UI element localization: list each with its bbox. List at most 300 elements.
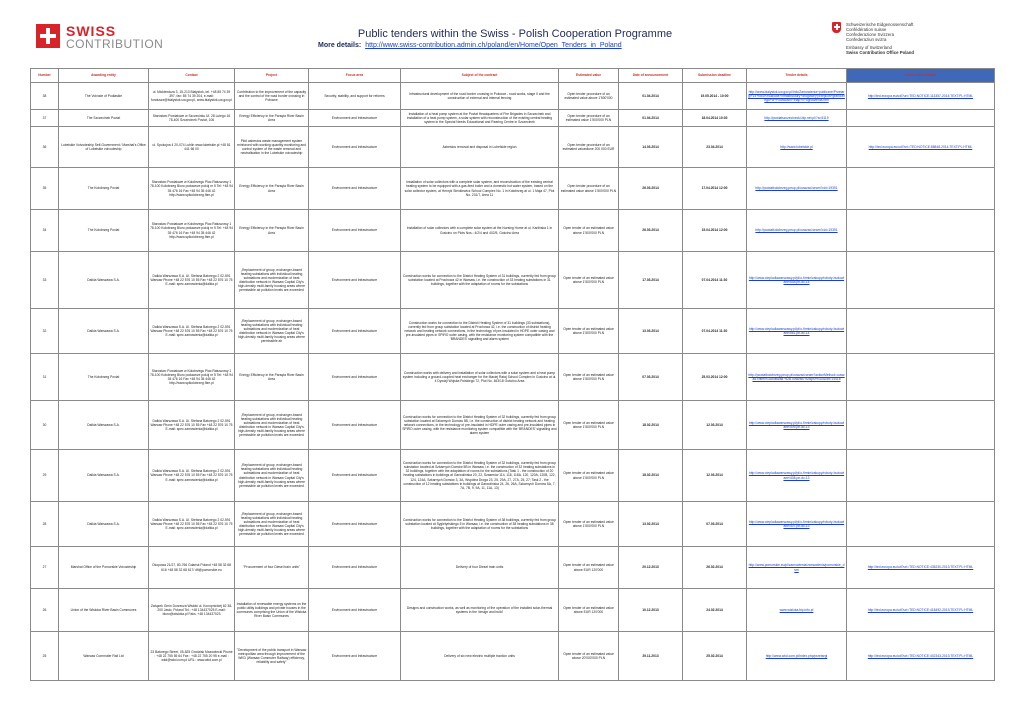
announcement-date-cell [619,502,683,547]
contract-subject: Infrastructural development of the road border crossing in Połowce - road works, stage II and the construction of external and internal fencing [409,91,550,100]
awarding-entity-cell [59,168,149,210]
submission-deadline: 07.03.2014 [706,521,723,526]
submission-deadline: 07.04.2014 11:30 [701,277,728,282]
contact-info-cell [149,502,235,547]
submission-deadline-cell [683,127,747,168]
estimated-value-cell [559,401,619,450]
contract-subject: Designs and construction works, as well as monitoring of the operation of the installed solar-thermal systems in the 'design and build' [406,605,553,614]
announcement-date: 17.03.2014 [642,277,659,282]
awarding-entity-cell [59,83,149,110]
col-entity-header: Awarding entity [59,69,149,83]
project-name-cell [235,127,309,168]
tender-number-cell [31,450,59,502]
announcement-date-cell [619,210,683,252]
contact-info-cell [149,589,235,632]
awarding-entity: The Szczecinek Poviat [86,115,121,120]
project-name: „Replacement of group, exchanger-based heating substations with individual heating substations and modernization of heat distribution network in Warsaw Capital City's high-density multi-family housing areas where permissible air pollution levels are exceeded [238,511,305,537]
contract-subject-cell [401,401,559,450]
tender-details-link-cell [747,127,847,168]
submission-deadline: 26.02.2014 [706,565,723,570]
tender-number: 26 [42,607,47,612]
announcement-date-cell [619,354,683,401]
contract-subject-cell [401,589,559,632]
tender-details-link[interactable]: http://www.cieplodlawarszawy.pl/pl/o-firmie/zakupy/roboty-budowlane/408-pn-dc-13 [748,471,845,480]
project-name-cell [235,502,309,547]
office-line: Swiss Contribution Office Poland [846,50,915,56]
announcement-date: 13.03.2014 [642,328,659,333]
focus-area: Environment and Infrastructure [331,328,378,333]
awarding-entity: Dalkia Warszawa S.A. [87,328,120,333]
confederation-line-it: Confederazione Svizzera [846,32,895,38]
focus-area-cell [309,547,401,589]
announcement-date-cell [619,309,683,354]
project-name: „Replacement of group, exchanger-based heating substations with individual heating substations and modernization of heat distribution network in Warsaw Capital City's high-density multi-family housing areas where permissible air [238,318,305,344]
tender-number-cell [31,401,59,450]
awarding-entity-cell [59,127,149,168]
focus-area-cell [309,450,401,502]
ted-link-cell [847,168,995,210]
contract-subject-cell [401,210,559,252]
submission-deadline-cell [683,401,747,450]
col-number-header: Number [31,69,59,83]
tender-details-link[interactable]: http://powiatkolobrzeg.peup.pl/ouwzad.seam?cid=19391 [755,186,838,191]
announcement-date-cell [619,547,683,589]
contact-info-cell [149,210,235,252]
tender-details-link-cell [747,252,847,309]
awarding-entity: Dalkia Warszawa S.A. [87,277,120,282]
estimated-value-cell [559,547,619,589]
ted-link[interactable]: http://ted.europa.eu/udl?uri=TED:NOTICE:402343-2013:TEXT:PL:HTML [867,653,974,658]
announcement-date: 14.03.2014 [642,144,659,149]
tender-details-link-cell [747,168,847,210]
estimated-value: Open tender of an estimated value above 1'500'000 PLN [563,471,614,480]
embassy-line: Embassy of Switzerland [846,45,892,51]
contract-subject: Construction works for connection to the District Heating System of 32 buildings, currently fed from group substation located at Szkarnych Domów 5B, i.e. the construction of district heating network and heating network connections, in the technology of pre-insulated in HDPE outer casing and pre-insulated pipes in SPIRO outer casing, with the resistance monitoring system compatible with the 'BRANDES' signalling and alarm system [402,414,557,436]
page-header [0,0,1024,66]
submission-deadline: 18.04.2014 10:30 [701,115,728,120]
submission-deadline-cell [683,309,747,354]
contact-info: Dalkia Warszawa S.A. Ul. Stefana Batorego 2 02-591 Warsaw Phone +48 22 576 10 55 Fax +48 22 576 10 75 E-mail: spec.zamowienia@dalkia.pl [150,324,233,338]
submission-deadline: 17.04.2014 12:00 [701,186,728,191]
col-subject-header: Subject of the contract [401,69,559,83]
contact-info: Dalkia Warszawa S.A. Ul. Stefana Batorego 2 02-591 Warsaw Phone +48 22 576 10 55 Fax +48 22 576 10 75 E-mail: spec.zamowienia@dalkia.pl [150,469,233,482]
focus-area-cell [309,502,401,547]
announcement-date-cell [619,632,683,681]
submission-deadline: 23.04.2014 [706,144,723,149]
contract-subject: Delivery of six new electric multiple traction units [444,653,515,658]
table-row [31,210,995,252]
tender-number: 27 [42,565,47,570]
table-row [31,83,995,110]
table-row [31,252,995,309]
estimated-value-cell [559,127,619,168]
estimated-value-cell [559,83,619,110]
project-name-cell [235,589,309,632]
estimated-value: Open tender procedure of an estimated value above 1'500'000 PLN [560,184,617,193]
ted-link-cell [847,401,995,450]
swiss-coat-of-arms-icon [832,22,841,33]
tender-number-cell [31,589,59,632]
contact-info-cell [149,83,235,110]
tender-details-link[interactable]: http://powiatkolobrzeg.peup.pl/ouwzad.seam?actionMethod=ouwzad.xhtml%3Aouwzad.%2B.ouwzad.%2Bprz%3D&cid=14418 [748,372,845,381]
ted-link[interactable]: http://ted.europa.eu/udl?uri=TED:NOTICE:418492-2013:TEXT:PL:HTML [867,607,974,612]
estimated-value-cell [559,168,619,210]
ted-link-cell [847,309,995,354]
tender-details-link[interactable]: http://powiatszczecinecki.bip.net.pl/?a=5119 [764,115,829,120]
awarding-entity-cell [59,210,149,252]
awarding-entity: The Kołobrzeg Poviat [87,186,120,191]
project-name-cell [235,354,309,401]
announcement-date-cell [619,589,683,632]
focus-area: Environment and Infrastructure [331,144,378,149]
contract-subject: Delivery of four Diesel train units [455,565,504,570]
estimated-value: Open tender procedure of an estimated value above 1'500'000 [564,91,613,100]
estimated-value: Open tender procedure of an estimated value 1'500'000 PLN [565,113,612,122]
contract-subject-cell [401,309,559,354]
project-name-cell [235,632,309,681]
tender-number-cell [31,354,59,401]
awarding-entity: Union of the Wisłoka River Basin Communes [70,607,137,612]
table-row [31,168,995,210]
contract-subject: Construction works with delivery and installation of solar collectors with a solar system and a heat pump system including a ground-coupled heat exchanger for the Maciej Rataj School Complex in Gościno at ul. 4 Dywizji Wojska Polskiego 72, Plot No. 463/18 Gościno Area [402,370,557,384]
tender-number: 30 [42,422,47,427]
announcement-date: 18.02.2014 [642,422,659,427]
tender-number: 38 [42,93,47,98]
logo-word-swiss: SWISS [66,23,117,39]
contact-info: Starostwo Powiatowe w Kołobrzegu Plac Ratuszowy 1 78-100 Kołobrzeg Biuro podawcze pokój nr 5 Tel: +48 94 35 476 16 Fax +48 94 35 446 42 http://www.splkolobrzeg.fbm.pl [150,222,233,239]
tender-number: 33 [42,277,47,282]
focus-area: Environment and Infrastructure [331,521,378,526]
submission-deadline: 12.03.2014 [706,422,723,427]
ted-link-cell [847,632,995,681]
announcement-date-cell [619,450,683,502]
focus-area: Environment and Infrastructure [331,115,378,120]
tender-number-cell [31,110,59,127]
awarding-entity: Dalkia Warszawa S.A. [87,473,120,478]
table-header-row [31,69,995,83]
focus-area: Environment and Infrastructure [331,422,378,427]
submission-deadline: 19.05.2014 - 10:00 [700,93,729,98]
project-name-cell [235,83,309,110]
contact-info: Starostwo Powiatowe w Kołobrzegu Plac Ratuszowy 1 78-100 Kołobrzeg Biuro podawcze pokój nr 5 Tel: +48 94 35 476 16 Fax +48 94 35 446 42 http://www.splkolobrzeg.fbm.pl [150,180,233,197]
announcement-date: 07.03.2014 [642,374,659,379]
ted-link-cell [847,354,995,401]
tender-number-cell [31,252,59,309]
tender-details-link-cell [747,502,847,547]
awarding-entity: The Voivode of Podlaskie [84,93,123,98]
submission-deadline: 07.04.2014 11:30 [701,328,728,333]
table-row [31,589,995,632]
awarding-entity-cell [59,309,149,354]
tender-details-link[interactable]: www.wisloka.bip.info.pl [779,607,814,612]
contact-info-cell [149,401,235,450]
contact-info-cell [149,168,235,210]
announcement-date-cell [619,168,683,210]
focus-area-cell [309,110,401,127]
tender-number-cell [31,127,59,168]
contract-subject: Construction works for connection to the District Heating System of 31 buildings, currently fed from group substation located at Prochowa 42 in Warsaw, i.e. the construction of 33 heating substations in 31 buildings, together with the adaptation of rooms for the substations [402,273,556,287]
tender-details-link[interactable]: http://www.lubelskie.pl [780,144,813,149]
contract-subject: Installation of a heat pump system at the Poviat Headquarters of Fire Brigades in Szczecinek and installation of a heat pump system, a solar system with reconstruction of the existing central heating system in the Special Needs Educational and Rearing Centre in Szczecinek [406,111,553,125]
focus-area-cell [309,127,401,168]
tender-number-cell [31,83,59,110]
announcement-date: 29.11.2013 [642,653,659,658]
ted-link-cell [847,210,995,252]
contract-subject: Construction works for connection to the District Heating System of 32 buildings, currently fed from group substation located at Szkarnych Domów 5B in Warsaw, i.e. the construction of 32 heating substations in 32 buildings, together with the adaptation of rooms for the substations (Task 1 - the construction of 20 heating substations in buildings at Garwolińska 20, 22, Szaserów 114, 118, 118A, 120, 120A, 120B, 122, 124, 124A, Szkarnych Domów 3, 3A, Wspólna Droga 23, 25, 29A, 27, 27A, 25, 27; Task 2 - the construction of 12 heating substations in buildings at Garwolińska 24, 26, 26A, Szkarnych Domów 5A, 7, 7A, 7B, 9, 9A, 11, 11A, 13) [402,461,556,490]
estimated-value-cell [559,502,619,547]
more-details-line [318,42,622,49]
announcement-date-cell [619,83,683,110]
awarding-entity-cell [59,252,149,309]
col-project-header: Project [235,69,309,83]
table-row [31,502,995,547]
announcement-date-cell [619,252,683,309]
awarding-entity: The Kołobrzeg Poviat [87,228,120,233]
estimated-value: Open tender of an estimated value above 1'500'000 PLN [563,519,614,528]
focus-area-cell [309,309,401,354]
contact-info: Okopowa 21/27, 80-766 Gdańsk Poland +48 58 32 68 616 +48 58 32 68 617/ dfl@pomorskie.eu [152,563,231,572]
estimated-value-cell [559,110,619,127]
announcement-date-cell [619,110,683,127]
awarding-entity-cell [59,632,149,681]
focus-area-cell [309,354,401,401]
estimated-value: Open tender procedure of an estimated valuediune 200 000 EUR [562,142,615,151]
confederation-line-fr: Confédération suisse [846,27,887,33]
estimated-value-cell [559,632,619,681]
contract-subject-cell [401,632,559,681]
ted-link-cell [847,450,995,502]
contact-info-cell [149,127,235,168]
tender-number: 36 [42,144,47,149]
project-name-cell [235,450,309,502]
tender-details-link-cell [747,401,847,450]
estimated-value-cell [559,210,619,252]
contact-info-cell [149,632,235,681]
table-row [31,632,995,681]
contact-info: Związek Gmin Dorzecza Wisłoki ul. Konopnickiej 62 38-200 Jasło, Poland Tel.: +48 134437025 E-mail: biuro@wisloka.pl Faks. +48 134437023 [150,603,233,617]
announcement-date-cell [619,127,683,168]
submission-deadline: 25.02.2014 [706,653,723,658]
col-value-header: Estimated value [559,69,619,83]
estimated-value-cell [559,354,619,401]
submission-deadline: 25.03.2014 12:00 [701,374,728,379]
tender-details-link[interactable]: http://www.cieplodlawarszawy.pl/pl/o-firmie/zakupy/roboty-budowlane/407-pn-dc-13 [748,519,845,528]
announcement-date: 13.02.2014 [642,521,659,526]
submission-deadline-cell [683,168,747,210]
estimated-value: Open tender of an estimated value above 20'000'000 PLN [563,651,614,660]
focus-area-cell [309,83,401,110]
announcement-date: 20.12.2013 [642,565,659,570]
estimated-value-cell [559,450,619,502]
tender-number-cell [31,502,59,547]
project-name: Pilot asbestos waste management system reinforced with working quantity monitoring and control system of the waste removal and neutralisation in the Lubelskie voivodeship [237,138,306,156]
announcement-date: 18.02.2014 [642,473,659,478]
logo-word-contribution: CONTRIBUTION [66,37,164,51]
contact-info: Starostwo Powiatowe w Kołobrzegu Plac Ratuszowy 1 78-100 Kołobrzeg Biuro podawcze pokój nr 5 Tel: +48 94 35 476 16 Fax +48 94 35 446 42 http://www.splkolobrzeg.fbm.pl [150,368,233,386]
tender-details-link-cell [747,83,847,110]
tender-number: 28 [42,521,47,526]
estimated-value-cell [559,589,619,632]
project-name: Installation of renewable energy systems on the public utility buildings and private houses in the communes comprising the Union of the Wisłoka River Basin Communes [236,601,307,619]
tender-details-link-cell [747,589,847,632]
estimated-value: Open tender of an estimated value above 1'500'000 PLN [563,372,614,381]
ted-link[interactable]: http://ted.europa.eu/udl?uri=TED:NOTICE:88848-2014:TEXT:PL:HTML [868,144,973,149]
project-name: „Replacement of group, exchanger-based heating substations with individual heating substations and modernization of heat distribution network in Warsaw Capital City's high-density multi-family housing areas where permissible air pollution levels are exceeded [238,267,305,293]
tender-details-link-cell [747,450,847,502]
submission-deadline: 15.04.2014 12:00 [701,228,728,233]
awarding-entity: Dalkia Warszawa S.A. [87,521,120,526]
contract-subject-cell [401,252,559,309]
focus-area-cell [309,168,401,210]
awarding-entity: Lubelskie Voivodeship Self-Government / Marshal's Office of Lubelskie voivodeship [61,142,146,151]
project-name: „Replacement of group, exchanger-based heating substations with individual heating substations and modernization of heat distribution network in Warsaw Capital City's high-density multi-family housing areas where permissible air pollution levels are exceeded [238,463,305,488]
contract-subject-cell [401,502,559,547]
ted-link[interactable]: http://ted.europa.eu/udl?uri=TED:NOTICE:435230-2013:TEXT:PL:HTML [867,565,974,570]
ted-link-cell [847,502,995,547]
table-row [31,110,995,127]
page-title: Public tenders within the Swiss - Polish Cooperation Programme [357,28,673,40]
col-contact-header: Contact [149,69,235,83]
announcement-date-cell [619,401,683,450]
contract-subject-cell [401,450,559,502]
col-tender-header: Tender details [747,69,847,83]
estimated-value: Open tender of an estimated value above EUR 120'000 [563,563,614,572]
project-name: "Procurement of four Diesel train units" [243,565,300,570]
awarding-entity: The Kołobrzeg Poviat [87,374,120,379]
awarding-entity: Dalkia Warszawa S.A. [87,422,120,427]
contract-subject-cell [401,127,559,168]
tender-details-link-cell [747,309,847,354]
project-name-cell [235,110,309,127]
contact-info-cell [149,547,235,589]
ted-link-cell [847,83,995,110]
ted-link-cell [847,110,995,127]
table-row [31,309,995,354]
swiss-contribution-logo [36,24,196,50]
tender-details-link[interactable]: http://www.cieplodlawarszawy.pl/pl/o-firmie/zakupy/roboty-budowlane/409-pn-dc-13 [748,420,845,429]
ted-link[interactable]: http://ted.europa.eu/udl?uri=TED:NOTICE:113357-2014:TEXT:PL:HTML [867,93,974,98]
project-name: "Development of the public transport in Warsaw metropolitan area through improvement of the WKD (Warsaw Commuter Railway) efficiency, reliability and safety" [236,647,307,665]
focus-area: Environment and Infrastructure [331,186,378,191]
submission-deadline-cell [683,210,747,252]
ted-link-cell [847,547,995,589]
project-name: Energy Efficiency in the Parsęta River Basin Area [239,226,304,235]
contract-subject: Construction works for connection to the District Heating System of 38 buildings, currently fed from group substation located at Sygietyńskiego 5 in Warsaw, i.e. the construction of 38 heating substations in 38 buildings, together with the adaptation of rooms for the substations [402,517,556,531]
table-row [31,450,995,502]
col-deadline-header: Submission deadline [683,69,747,83]
contact-info-cell [149,110,235,127]
contract-subject: Installation of solar collectors with a complete solar system at the Nursing Home at ul. Karlińska 1 in Gościno on Plots Nos.: 4/2/4 and 402/5, Gościno Area [406,226,553,235]
tender-number: 34 [42,228,47,233]
contract-subject-cell [401,354,559,401]
tender-details-link-cell [747,210,847,252]
estimated-value: Open tender of an estimated value above 1'500'000 PLN [563,420,614,429]
project-name-cell [235,547,309,589]
contact-info-cell [149,252,235,309]
contract-subject-cell [401,83,559,110]
tender-number: 32 [42,328,47,333]
tender-details-link[interactable]: http://www.wkd.com.pl/index.php/przetargi [765,653,828,658]
announcement-date: 01.04.2014 [642,93,659,98]
submission-deadline-cell [683,547,747,589]
confederation-line-rm: Confederaziun svizra [846,37,887,43]
focus-area: Environment and Infrastructure [331,277,378,282]
project-name: Energy Efficiency in the Parsęta River Basin Area [239,372,304,381]
more-details-link[interactable]: http://www.swiss-contribution.admin.ch/poland/en/Home/Open_Tenders_in_Poland [365,42,622,49]
estimated-value: Open tender of an estimated value above 1'500'000 PLN [563,326,614,335]
focus-area-cell [309,210,401,252]
focus-area: Environment and Infrastructure [331,653,378,658]
focus-area-cell [309,589,401,632]
tender-details-link-cell [747,632,847,681]
estimated-value: Open tender of an estimated value above EUR 120'000 [563,605,614,614]
table-row [31,354,995,401]
tender-details-link[interactable]: http://www.pomorskie.eu/pl/zamowienia/zamowienia/pomorskie_dsm [748,563,845,572]
contract-subject-cell [401,168,559,210]
submission-deadline-cell [683,83,747,110]
tender-details-link[interactable]: http://www.cieplodlawarszawy.pl/pl/o-firmie/zakupy/roboty-budowlane/561-pn-dc-14 [748,326,845,335]
tender-details-link[interactable]: http://powiatkolobrzeg.peup.pl/ouwzad.seam?cid=19391 [755,228,838,233]
estimated-value-cell [559,252,619,309]
col-ted-header: Link to TED website [847,69,995,83]
contact-info-cell [149,309,235,354]
announcement-date: 10.12.2013 [642,607,659,612]
tender-details-link[interactable]: http://www.bialystok.uw.gov.pl/Info/Zamowienia+publiczne/Przetargi+14+roku+/Budowa+infrastruktury+drogowej+przejscia+granicznego+w+Polowcach+etap+II+ogrodzenia.htm [748,89,845,103]
estimated-value: Open tender of an estimated value above 1'500'000 PLN [563,275,614,284]
project-name: Energy Efficiency in the Parsęta River Basin Area [239,113,304,122]
submission-deadline-cell [683,632,747,681]
table-row [31,127,995,168]
focus-area: Environment and Infrastructure [331,473,378,478]
contact-info: ul. Mickiewicza 3, 15-213 Białystok, tel. +48 85 74 39 397, fax: 85 74 39 204, e-mail: fundusze@bialystok.uw.gov.pl, www.bialystok.uw.gov.pl [151,89,232,103]
contract-subject: Installation of solar collectors with a complete solar system, and reconstruction of the existing central heating system to be equipped with a gas-fired boiler and a domestic hot water system, based on the solar collector system, at Henryk Sienkiewicz School Complex No. 1 in Kołobrzeg at ul. 1 Maja 47, Plot No. 231/7, Area 11 [404,180,555,197]
tender-number: 37 [42,115,47,120]
table-row [31,401,995,450]
contact-info: Dalkia Warszawa S.A. Ul. Stefana Batorego 2 02-591 Warsaw Phone +48 22 576 10 55 Fax +48 22 576 10 75 E-mail: spec.zamowienia@dalkia.pl [150,517,233,531]
contact-info: 23 Batorego Street, 05-825 Grodzisk Mazowiecki Phone : +48 22 755 55 64 Fax : +48 22 755 20 95 e-mail : wkd@wkd.com.pl URL : www.wkd.com.pl [150,649,233,663]
tender-number: 29 [42,473,47,478]
submission-deadline-cell [683,450,747,502]
tenders-table [30,68,995,681]
tender-number-cell [31,632,59,681]
tender-number-cell [31,210,59,252]
announcement-date: 26.03.2014 [642,228,659,233]
tender-details-link-cell [747,354,847,401]
tender-number: 31 [42,374,47,379]
announcement-date: 01.04.2014 [642,115,659,120]
awarding-entity-cell [59,547,149,589]
contact-info: ul. Spokojna 4 20-074 Lublin www.lubelskie.pl +48 81 441 66 00 [152,142,231,151]
col-announced-header: Date of announcement [619,69,683,83]
project-name: „Replacement of group, exchanger-based heating substations with individual heating substations and modernization of heat distribution network in Warsaw Capital City's high-density multi-family housing areas where permissible air pollution levels are exceeded [238,412,305,438]
swiss-cross-icon [36,24,60,48]
project-name-cell [235,309,309,354]
tender-details-link-cell [747,110,847,127]
focus-area-cell [309,401,401,450]
focus-area: Environment and Infrastructure [331,228,378,233]
ted-link-cell [847,589,995,632]
announcement-date: 26.03.2014 [642,186,659,191]
estimated-value-cell [559,309,619,354]
contract-subject: Asbestos removal and disposal in Lubelskie region [442,144,517,149]
tender-details-link-cell [747,547,847,589]
tender-number-cell [31,547,59,589]
awarding-entity-cell [59,354,149,401]
tender-details-link[interactable]: http://www.cieplodlawarszawy.pl/pl/o-firmie/zakupy/roboty-budowlane/548-pn-dc-14 [748,275,845,284]
submission-deadline-cell [683,354,747,401]
awarding-entity: Warsaw Commuter Rail Ltd [83,653,124,658]
project-name: Energy Efficiency in the Parsęta River Basin Area [239,184,304,193]
